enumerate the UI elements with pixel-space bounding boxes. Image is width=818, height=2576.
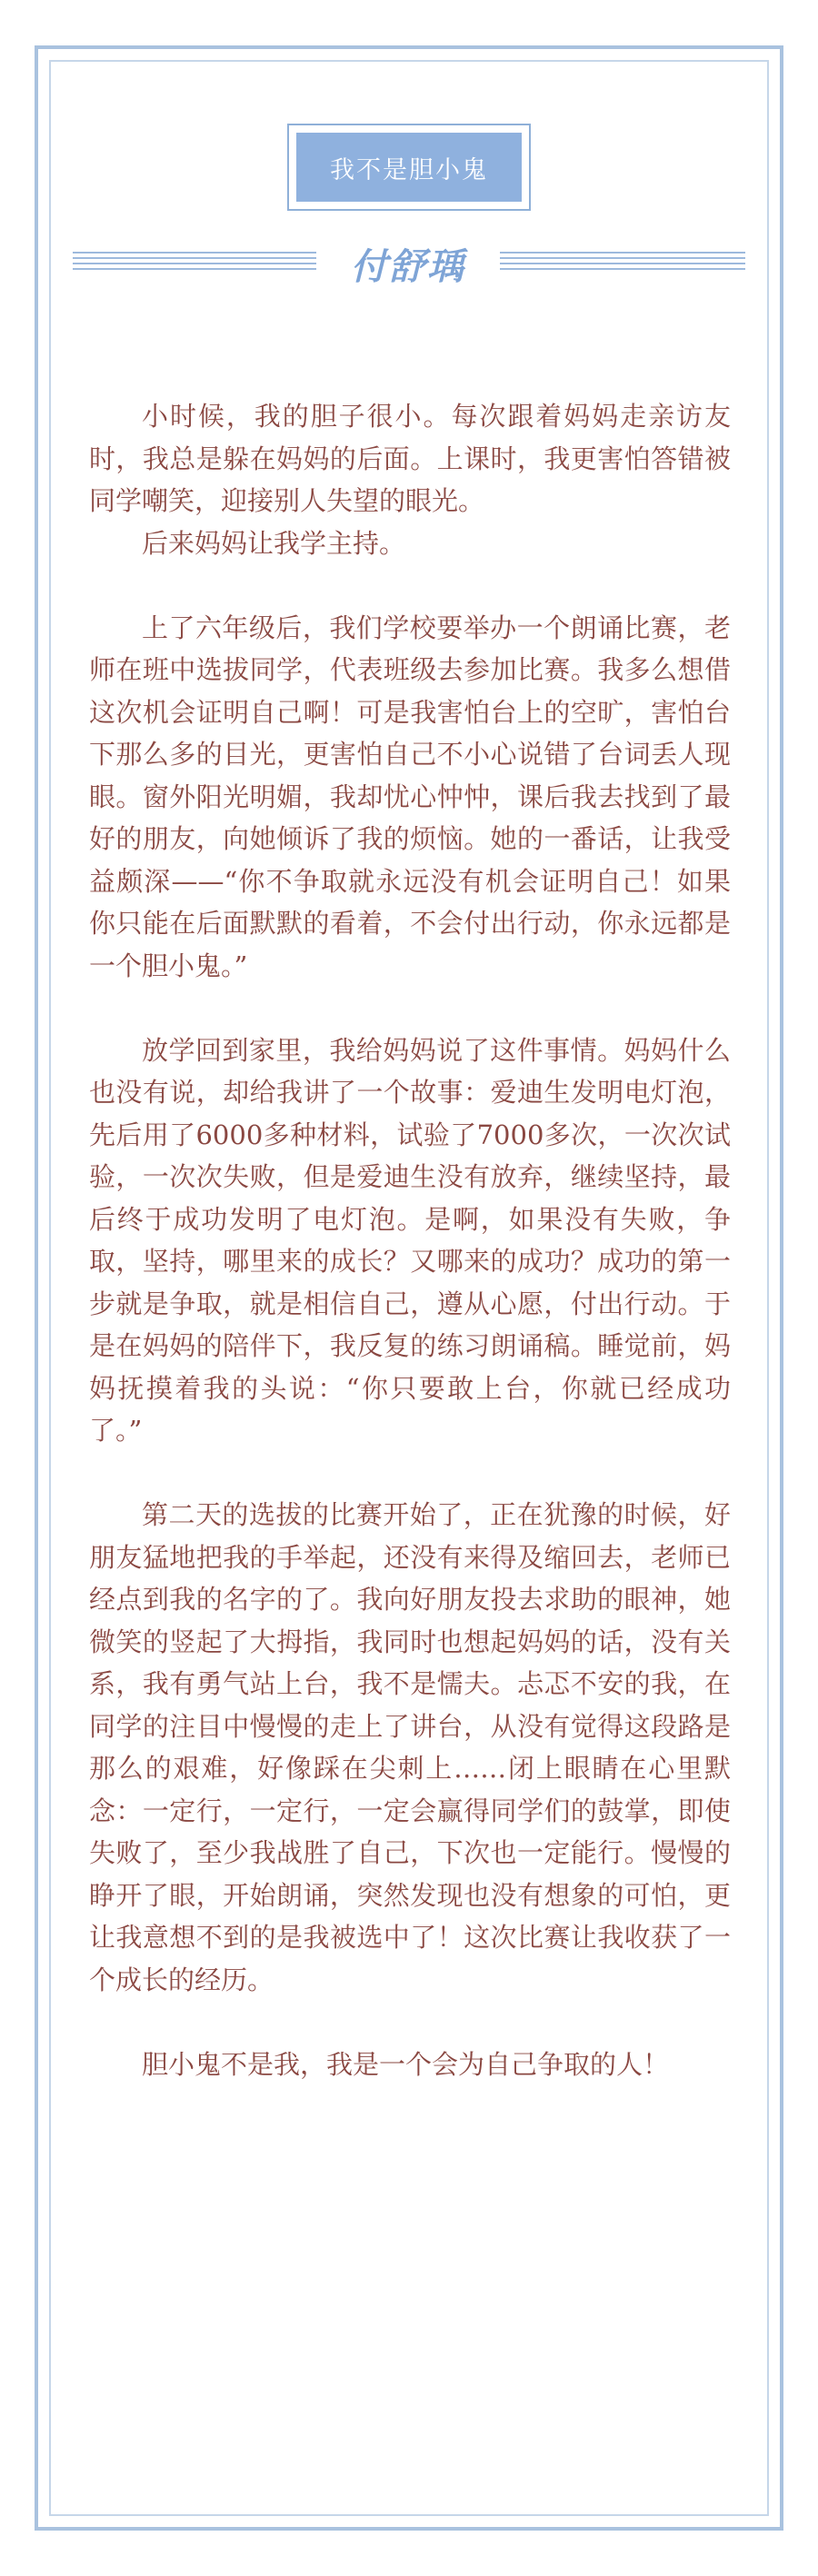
paragraph-gap — [89, 987, 731, 1029]
paragraph-gap — [89, 1452, 731, 1495]
paragraph-2: 后来妈妈让我学主持。 — [142, 527, 406, 559]
page-title: 我不是胆小鬼 — [296, 133, 522, 202]
author-name: 付舒瑀 — [351, 245, 465, 288]
decorative-stripes-left — [73, 252, 316, 272]
title-box — [287, 124, 531, 211]
paragraph-3: 上了六年级后，我们学校要举办一个朗诵比赛，老师在班中选拔同学，代表班级去参加比赛。我多么想借这次机会证明自己啊！可是我害怕台上的空旷，害怕台下那么多的目光，更害怕自己不小心说错了台词丢人现眼。窗外阳光明媚，我却忧心忡忡，课后我去找到了最好的朋友，向她倾诉了我的烦恼。她的一番话，让我受益颇深——“你不争取就永远没有机会证明自己！如果你只能在后面默默的看着，不会付出行动，你永远都是一个胆小鬼。” — [89, 612, 731, 981]
paragraph-1: 小时候，我的胆子很小。每次跟着妈妈走亲访友时，我总是躲在妈妈的后面。上课时，我更害怕答错被同学嘲笑，迎接别人失望的眼光。 — [89, 401, 731, 516]
paragraph-gap — [89, 564, 731, 607]
paragraph-6: 胆小鬼不是我，我是一个会为自己争取的人！ — [142, 2048, 670, 2080]
decorative-stripes-right — [500, 252, 745, 272]
paragraph-gap — [89, 2001, 731, 2044]
author-row — [73, 241, 745, 286]
paragraph-4: 放学回到家里，我给妈妈说了这件事情。妈妈什么也没有说，却给我讲了一个故事：爱迪生发明电灯泡，先后用了6000多种材料，试验了7000多次，一次次试验，一次次失败，但是爱迪生没有放弃，继续坚持，最后终于成功发明了电灯泡。是啊，如果没有失败，争取，坚持，哪里来的成长？又哪来的成功？成功的第一步就是争取，就是相信自己，遵从心愿，付出行动。于是在妈妈的陪伴下，我反复的练习朗诵稿。睡觉前，妈妈抚摸着我的头说：“你只要敢上台，你就已经成功了。” — [89, 1034, 731, 1446]
article-body — [89, 395, 731, 2085]
paragraph-5: 第二天的选拔的比赛开始了，正在犹豫的时候，好朋友猛地把我的手举起，还没有来得及缩回去，老师已经点到我的名字的了。我向好朋友投去求助的眼神，她微笑的竖起了大拇指，我同时也想起妈妈的话，没有关系，我有勇气站上台，我不是懦夫。忐忑不安的我，在同学的注目中慢慢的走上了讲台，从没有觉得这段路是那么的艰难，好像踩在尖刺上……闭上眼睛在心里默念：一定行，一定行，一定会赢得同学们的鼓掌，即使失败了，至少我战胜了自己，下次也一定能行。慢慢的睁开了眼，开始朗诵，突然发现也没有想象的可怕，更让我意想不到的是我被选中了！这次比赛让我收获了一个成长的经历。 — [89, 1499, 731, 1995]
